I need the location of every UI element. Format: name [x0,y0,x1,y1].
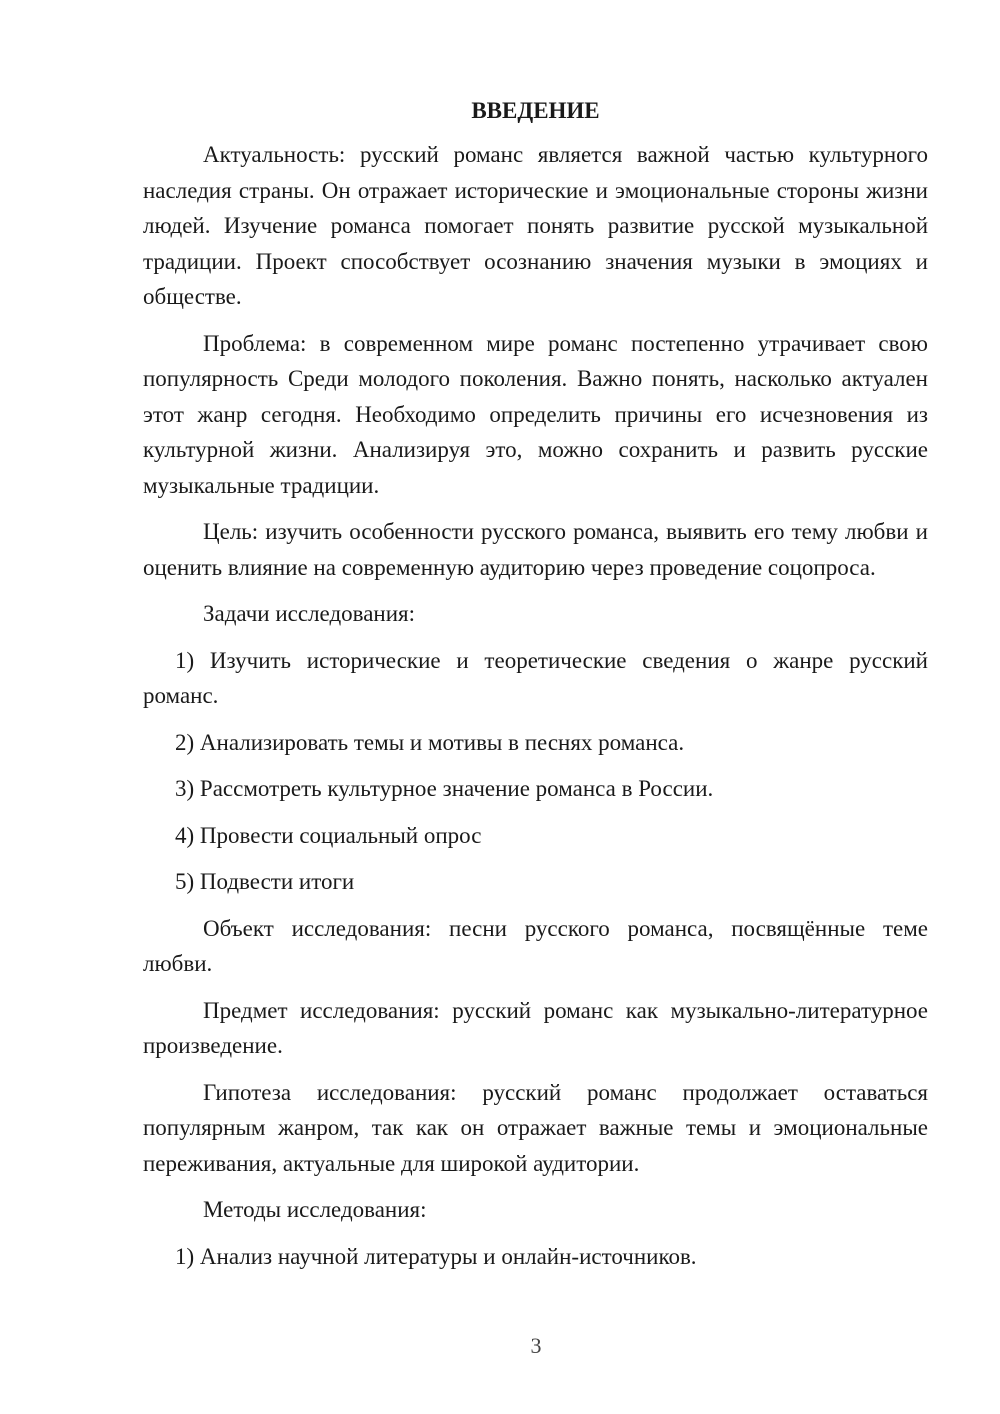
hypothesis-paragraph: Гипотеза исследования: русский романс продолжает оставаться популярным жанром, так как он отражает важные темы и эмоциональные переживания, актуальные для широкой аудитории. [143,1079,928,1176]
tasks-title: Задачи исследования: [203,601,416,626]
goal-paragraph: Цель: изучить особенности русского романса, выявить его тему любви и оценить влияние на современную аудиторию через проведение соцопроса. [143,519,928,580]
relevance-paragraph: Актуальность: русский романс является важной частью культурного наследия страны. Он отражает исторические и эмоциональные стороны жизни людей. Изучение романса помогает понять развитие русской музыкальной традиции. Проект способствует осознанию значения музыки в эмоциях и обществе. [143,142,928,309]
task-item: 3) Рассмотреть культурное значение романса в России. [175,776,714,801]
section-heading: ВВЕДЕНИЕ [471,98,600,123]
method-item: 1) Анализ научной литературы и онлайн-источников. [175,1243,697,1269]
subject-paragraph: Предмет исследования: русский романс как музыкально-литературное произведение. [143,997,928,1058]
methods-title: Методы исследования: [203,1197,427,1222]
task-item: 4) Провести социальный опрос [175,822,482,848]
task-item: 5) Подвести итоги [175,869,355,894]
page-number: 3 [530,1333,542,1358]
document-page [143,96,928,1285]
object-paragraph: Объект исследования: песни русского романса, посвящённые теме любви. [143,915,928,976]
task-item: 2) Анализировать темы и мотивы в песнях романса. [175,729,685,755]
task-item: 1) Изучить исторические и теоретические сведения о жанре русский романс. [143,647,928,708]
problem-paragraph: Проблема: в современном мире романс постепенно утрачивает свою популярность Среди молодого поколения. Важно понять, насколько актуален этот жанр сегодня. Необходимо определить причины его исчезновения из культурной жизни. Анализируя это, можно сохранить и развить русские музыкальные традиции. [143,330,928,498]
